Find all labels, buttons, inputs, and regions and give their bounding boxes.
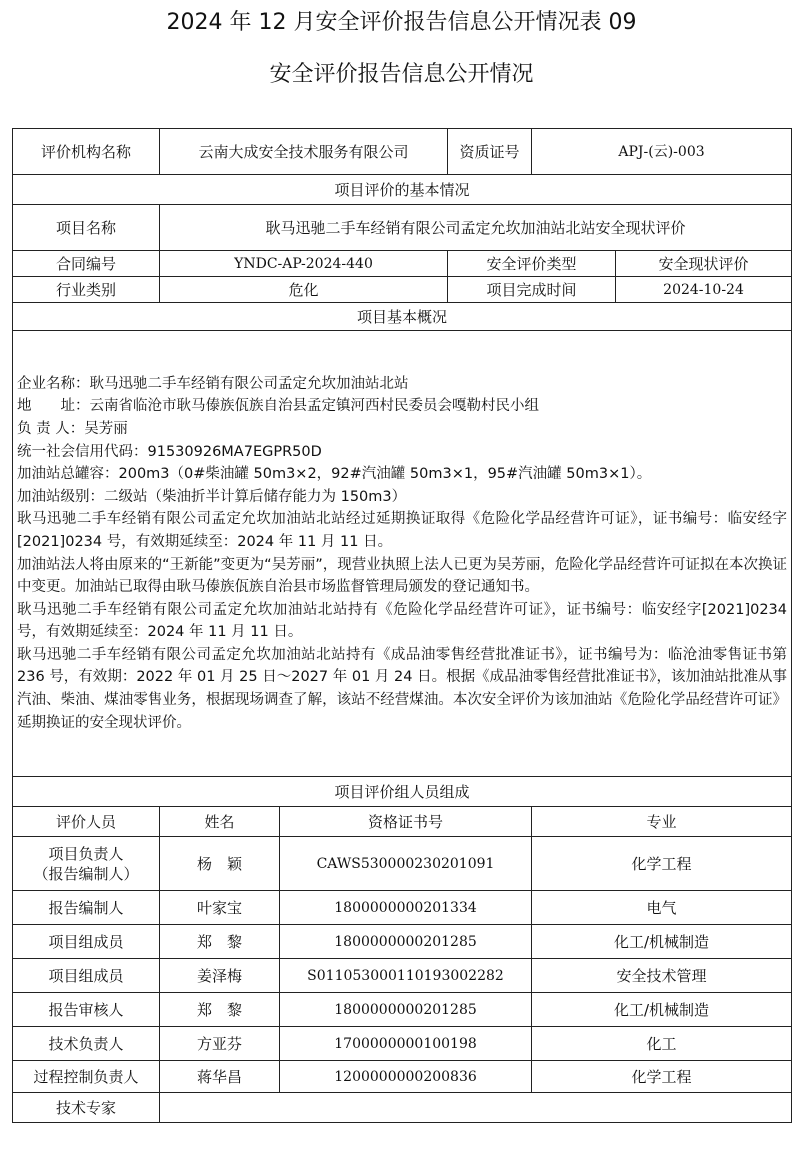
team-header-major: 专业 bbox=[532, 807, 792, 837]
team-cert: 1800000000201334 bbox=[280, 891, 532, 925]
overview-line: 加油站总罐容：200m3（0#柴油罐 50m3×2，92#汽油罐 50m3×1，95#汽油罐 50m3×1）。 bbox=[17, 466, 652, 483]
page-title: 2024 年 12 月安全评价报告信息公开情况表 09 bbox=[166, 10, 637, 35]
team-section-title: 项目评价组人员组成 bbox=[13, 777, 792, 807]
team-cert: 1700000000100198 bbox=[280, 1027, 532, 1061]
team-role-line1: 项目负责人 bbox=[48, 844, 124, 863]
team-major: 化学工程 bbox=[532, 1061, 792, 1093]
overview-section-title: 项目基本概况 bbox=[13, 303, 792, 331]
eval-type-label: 安全评价类型 bbox=[448, 251, 616, 277]
team-major: 化学工程 bbox=[532, 837, 792, 891]
project-name-label: 项目名称 bbox=[13, 205, 160, 251]
overview-content bbox=[13, 331, 792, 777]
contract-label: 合同编号 bbox=[13, 251, 160, 277]
team-major: 化工/机械制造 bbox=[532, 993, 792, 1027]
expert-label: 技术专家 bbox=[13, 1093, 160, 1123]
overview-line: 耿马迅驰二手车经销有限公司孟定允坎加油站北站持有《危险化学品经营许可证》，证书编号：临安经字[2021]0234 号，有效期延续至：2024 年 11 月 11 日。 bbox=[17, 601, 788, 641]
cert-value: APJ-(云)-003 bbox=[532, 129, 792, 175]
team-name: 方亚芬 bbox=[160, 1027, 280, 1061]
team-cert: 1200000000200836 bbox=[280, 1061, 532, 1093]
industry-label: 行业类别 bbox=[13, 277, 160, 303]
team-role: 报告编制人 bbox=[13, 891, 160, 925]
team-role: 项目组成员 bbox=[13, 959, 160, 993]
cert-label: 资质证号 bbox=[448, 129, 532, 175]
team-cert: CAWS530000230201091 bbox=[280, 837, 532, 891]
team-role: 报告审核人 bbox=[13, 993, 160, 1027]
team-role bbox=[13, 837, 160, 891]
overview-line: 耿马迅驰二手车经销有限公司孟定允坎加油站北站经过延期换证取得《危险化学品经营许可证》，证书编号：临安经字[2021]0234 号，有效期延续至：2024 年 11 月 11 日。 bbox=[17, 511, 788, 550]
table-row bbox=[13, 959, 792, 993]
team-name: 叶家宝 bbox=[160, 891, 280, 925]
team-header-name: 姓名 bbox=[160, 807, 280, 837]
team-cert: 1800000000201285 bbox=[280, 993, 532, 1027]
page-subtitle: 安全评价报告信息公开情况 bbox=[269, 62, 534, 87]
overview-line: 加油站级别：二级站（柴油折半计算后储存能力为 150m3） bbox=[17, 488, 407, 505]
overview-line: 企业名称：耿马迅驰二手车经销有限公司孟定允坎加油站北站 bbox=[17, 375, 409, 392]
team-major: 化工/机械制造 bbox=[532, 925, 792, 959]
overview-line: 耿马迅驰二手车经销有限公司孟定允坎加油站北站持有《成品油零售经营批准证书》，证书编号为：临沧油零售证书第 236 号，有效期：2022 年 01 月 25 日～2027 年 01 月 24 日。根据《成品油零售经营批准证书》，该加油站批准从事汽油、柴油、煤油零售业务，根据现场调查了解，该站不经营煤油。本次安全评价为该加油站《危险化学品经营许可证》延期换证的安全现状评价。 bbox=[17, 646, 788, 731]
team-header-row bbox=[13, 807, 792, 837]
table-row bbox=[13, 993, 792, 1027]
overview-line: 统一社会信用代码：91530926MA7EGPR50D bbox=[17, 443, 322, 460]
org-label: 评价机构名称 bbox=[13, 129, 160, 175]
org-value: 云南大成安全技术服务有限公司 bbox=[160, 129, 448, 175]
table-row bbox=[13, 925, 792, 959]
team-role: 项目组成员 bbox=[13, 925, 160, 959]
team-cert: S011053000110193002282 bbox=[280, 959, 532, 993]
table-row bbox=[13, 1027, 792, 1061]
disclosure-table bbox=[12, 128, 792, 1123]
team-role: 技术负责人 bbox=[13, 1027, 160, 1061]
table-row bbox=[13, 891, 792, 925]
team-cert: 1800000000201285 bbox=[280, 925, 532, 959]
team-header-role: 评价人员 bbox=[13, 807, 160, 837]
team-major: 化工 bbox=[532, 1027, 792, 1061]
overview-line: 负 责 人：吴芳丽 bbox=[17, 420, 128, 437]
complete-label: 项目完成时间 bbox=[448, 277, 616, 303]
table-row bbox=[13, 1061, 792, 1093]
org-row bbox=[13, 129, 792, 175]
team-name: 郑 黎 bbox=[160, 993, 280, 1027]
table-row bbox=[13, 837, 792, 891]
overview-line: 加油站法人将由原来的“王新能”变更为“吴芳丽”，现营业执照上法人已更为吴芳丽，危险化学品经营许可证拟在本次换证中变更。加油站已取得由耿马傣族佤族自治县市场监督管理局颁发的登记通知书。 bbox=[17, 556, 788, 596]
team-role-line2: （报告编制人） bbox=[33, 864, 139, 883]
complete-value: 2024-10-24 bbox=[616, 277, 792, 303]
expert-value bbox=[160, 1093, 792, 1123]
basic-section-title: 项目评价的基本情况 bbox=[13, 175, 792, 205]
eval-type-value: 安全现状评价 bbox=[616, 251, 792, 277]
team-role: 过程控制负责人 bbox=[13, 1061, 160, 1093]
industry-value: 危化 bbox=[160, 277, 448, 303]
team-header-cert: 资格证书号 bbox=[280, 807, 532, 837]
expert-row bbox=[13, 1093, 792, 1123]
project-name-value: 耿马迅驰二手车经销有限公司孟定允坎加油站北站安全现状评价 bbox=[160, 205, 792, 251]
contract-value: YNDC-AP-2024-440 bbox=[160, 251, 448, 277]
team-name: 郑 黎 bbox=[160, 925, 280, 959]
team-major: 安全技术管理 bbox=[532, 959, 792, 993]
team-name: 蒋华昌 bbox=[160, 1061, 280, 1093]
team-name: 姜泽梅 bbox=[160, 959, 280, 993]
team-name: 杨 颖 bbox=[160, 837, 280, 891]
team-major: 电气 bbox=[532, 891, 792, 925]
overview-line: 地 址：云南省临沧市耿马傣族佤族自治县孟定镇河西村民委员会嘎勒村民小组 bbox=[17, 398, 539, 415]
